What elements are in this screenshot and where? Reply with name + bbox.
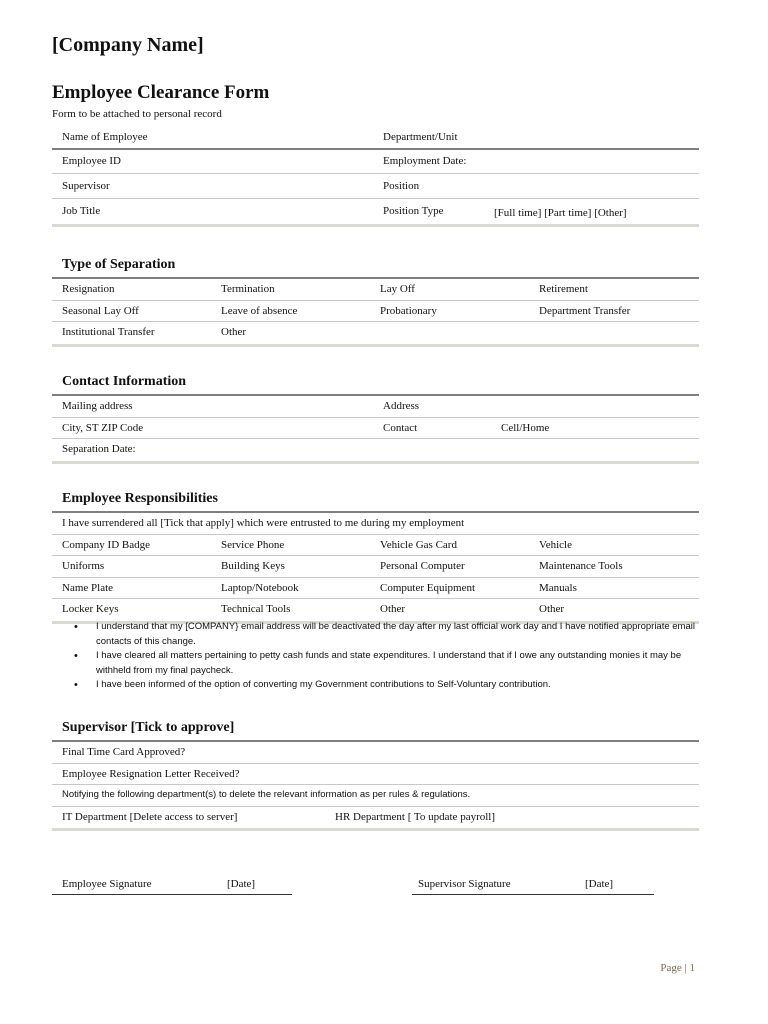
bullet-icon: •	[74, 650, 78, 662]
table-row	[52, 174, 699, 199]
option-department-transfer[interactable]: Department Transfer	[539, 304, 631, 317]
responsibilities-intro: I have surrendered all [Tick that apply] which were entrusted to me during my employment	[62, 517, 465, 529]
item-computer-equipment[interactable]: Computer Equipment	[380, 581, 476, 594]
notify-departments-text: Notifying the following department(s) to delete the relevant information as per rules & regulations.	[62, 789, 471, 800]
table-row	[52, 742, 699, 764]
option-seasonal-lay-off[interactable]: Seasonal Lay Off	[62, 304, 139, 317]
option-probationary[interactable]: Probationary	[380, 304, 437, 317]
employee-info-table	[52, 127, 699, 227]
responsibilities-heading: Employee Responsibilities	[52, 487, 699, 513]
option-termination[interactable]: Termination	[221, 283, 275, 295]
option-leave-of-absence[interactable]: Leave of absence	[221, 304, 298, 317]
job-title-label: Job Title	[62, 204, 101, 217]
bullet-text: I understand that my [COMPANY} email address will be deactivated the day after my last official work day and I have notified appropriate email contacts of this change.	[96, 621, 695, 647]
item-other-2[interactable]: Other	[539, 603, 565, 615]
table-row	[52, 418, 699, 440]
supervisor-label: Supervisor	[62, 179, 110, 192]
section-divider	[52, 344, 699, 347]
bullet-icon: •	[74, 621, 78, 633]
supervisor-heading: Supervisor [Tick to approve]	[52, 716, 699, 742]
option-other[interactable]: Other	[221, 326, 247, 338]
employee-signature-label: Employee Signature	[62, 878, 152, 890]
option-lay-off[interactable]: Lay Off	[380, 283, 415, 295]
resignation-letter-received[interactable]: Employee Resignation Letter Received?	[62, 767, 240, 780]
contact-table	[52, 370, 699, 464]
table-row	[52, 513, 699, 535]
item-maintenance-tools[interactable]: Maintenance Tools	[539, 560, 623, 572]
time-card-approved[interactable]: Final Time Card Approved?	[62, 746, 186, 758]
table-row	[52, 556, 699, 578]
item-personal-computer[interactable]: Personal Computer	[380, 560, 465, 572]
table-row	[52, 599, 699, 620]
list-item	[52, 678, 699, 693]
table-row	[52, 535, 699, 557]
page-number: Page | 1	[660, 962, 695, 974]
bullet-text: I have been informed of the option of converting my Government contributions to Self-Voluntary contribution.	[96, 679, 551, 690]
table-row	[52, 578, 699, 600]
table-row	[52, 199, 699, 223]
responsibilities-table	[52, 487, 699, 624]
table-row	[52, 127, 699, 150]
table-row	[52, 785, 699, 807]
table-row	[52, 301, 699, 323]
position-type-label: Position Type	[383, 204, 444, 217]
bullet-icon: •	[74, 679, 78, 691]
table-row	[52, 322, 699, 343]
item-vehicle-gas-card[interactable]: Vehicle Gas Card	[380, 538, 457, 551]
it-department-option[interactable]: IT Department [Delete access to server]	[62, 810, 238, 823]
contact-label: Contact	[383, 421, 418, 434]
item-service-phone[interactable]: Service Phone	[221, 538, 285, 551]
item-name-plate[interactable]: Name Plate	[62, 581, 114, 594]
position-label: Position	[383, 179, 420, 192]
employee-date-label: [Date]	[227, 878, 256, 890]
table-row	[52, 279, 699, 301]
employee-id-label: Employee ID	[62, 154, 121, 167]
item-laptop-notebook[interactable]: Laptop/Notebook	[221, 581, 299, 594]
hr-department-option[interactable]: HR Department [ To update payroll]	[335, 810, 496, 823]
table-row	[52, 764, 699, 786]
supervisor-signature-label: Supervisor Signature	[418, 878, 511, 890]
address-label: Address	[383, 400, 420, 412]
employee-signature-line[interactable]	[52, 876, 292, 895]
option-resignation[interactable]: Resignation	[62, 283, 115, 295]
company-name: [Company Name]	[52, 34, 204, 56]
supervisor-date-label: [Date]	[585, 878, 614, 890]
department-label: Department/Unit	[383, 131, 458, 143]
table-row	[52, 807, 699, 828]
item-other-1[interactable]: Other	[380, 603, 406, 615]
item-locker-keys[interactable]: Locker Keys	[62, 603, 119, 615]
bullet-text: I have cleared all matters pertaining to petty cash funds and state expenditures. I understand that if I owe any outstanding monies it may be withheld from my final paycheck.	[96, 650, 682, 676]
supervisor-table	[52, 716, 699, 831]
city-state-zip-label: City, ST ZIP Code	[62, 421, 144, 434]
separation-date-label: Separation Date:	[62, 443, 136, 455]
position-type-options[interactable]: [Full time] [Part time] [Other]	[494, 206, 627, 219]
section-divider	[52, 461, 699, 464]
section-divider	[52, 828, 699, 831]
item-building-keys[interactable]: Building Keys	[221, 560, 285, 572]
separation-table	[52, 253, 699, 347]
table-row	[52, 439, 699, 460]
item-uniforms[interactable]: Uniforms	[62, 560, 105, 572]
mailing-address-label: Mailing address	[62, 400, 133, 412]
supervisor-signature-line[interactable]	[412, 876, 654, 895]
cell-home-label: Cell/Home	[501, 421, 550, 434]
form-subtitle: Form to be attached to personal record	[52, 108, 222, 120]
option-retirement[interactable]: Retirement	[539, 283, 588, 295]
contact-heading: Contact Information	[52, 370, 699, 396]
item-technical-tools[interactable]: Technical Tools	[221, 603, 291, 615]
table-row	[52, 396, 699, 418]
form-title: Employee Clearance Form	[52, 82, 270, 103]
name-of-employee-label: Name of Employee	[62, 131, 148, 143]
option-institutional-transfer[interactable]: Institutional Transfer	[62, 326, 155, 338]
acknowledgement-list	[52, 620, 699, 693]
separation-heading: Type of Separation	[52, 253, 699, 279]
employment-date-label: Employment Date:	[383, 154, 467, 167]
item-company-id-badge[interactable]: Company ID Badge	[62, 538, 150, 551]
item-vehicle[interactable]: Vehicle	[539, 538, 572, 551]
list-item	[52, 649, 699, 678]
item-manuals[interactable]: Manuals	[539, 581, 577, 594]
table-row	[52, 150, 699, 174]
list-item	[52, 620, 699, 649]
